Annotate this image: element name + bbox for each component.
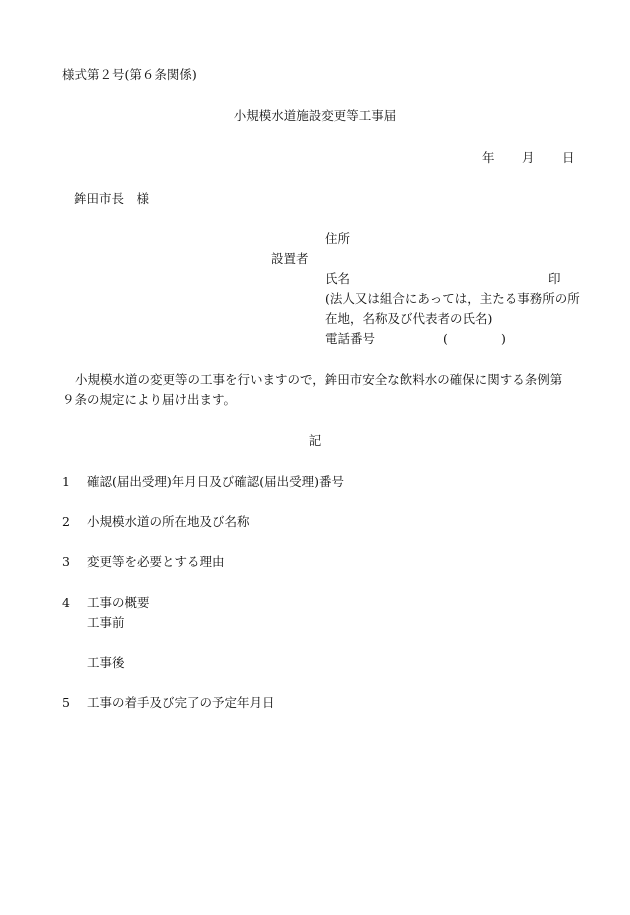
date-month: 月 [522, 150, 535, 165]
item-text: 工事の着手及び完了の予定年月日 [87, 695, 275, 710]
body-text-line1: 小規模水道の変更等の工事を行いますので，鉾田市安全な飲料水の確保に関する条例第 [75, 372, 563, 387]
item-number: 4 [62, 595, 70, 610]
item-subtext: 工事後 [87, 655, 125, 670]
recipient: 鉾田市長 様 [74, 191, 150, 206]
corporate-note-line1: (法人又は組合にあっては，主たる事務所の所 [325, 291, 580, 306]
item-text: 確認(届出受理)年月日及び確認(届出受理)番号 [87, 474, 345, 489]
form-number: 様式第２号(第６条関係) [62, 67, 197, 82]
installer-label: 設置者 [271, 251, 309, 266]
item-text: 小規模水道の所在地及び名称 [87, 514, 250, 529]
item-number: 1 [62, 474, 70, 489]
name-label: 氏名 [325, 271, 351, 286]
date-line [482, 150, 575, 166]
corporate-note-line2: 在地，名称及び代表者の氏名) [325, 311, 493, 326]
item-text: 工事の概要 [87, 595, 150, 610]
item-number: 5 [62, 695, 70, 710]
body-text-line2: ９条の規定により届け出ます。 [62, 392, 237, 407]
item-number: 3 [62, 554, 70, 569]
date-year: 年 [482, 150, 495, 165]
phone-paren-close: ) [501, 331, 506, 346]
date-day: 日 [562, 150, 575, 165]
phone-label: 電話番号 [325, 331, 376, 346]
item-number: 2 [62, 514, 70, 529]
phone-paren-open: ( [443, 331, 448, 346]
address-label: 住所 [325, 231, 351, 246]
item-subtext: 工事前 [87, 615, 125, 630]
seal-mark: 印 [548, 271, 561, 286]
ki-heading: 記 [308, 433, 322, 448]
document-title: 小規模水道施設変更等工事届 [233, 108, 397, 123]
item-text: 変更等を必要とする理由 [87, 554, 225, 569]
